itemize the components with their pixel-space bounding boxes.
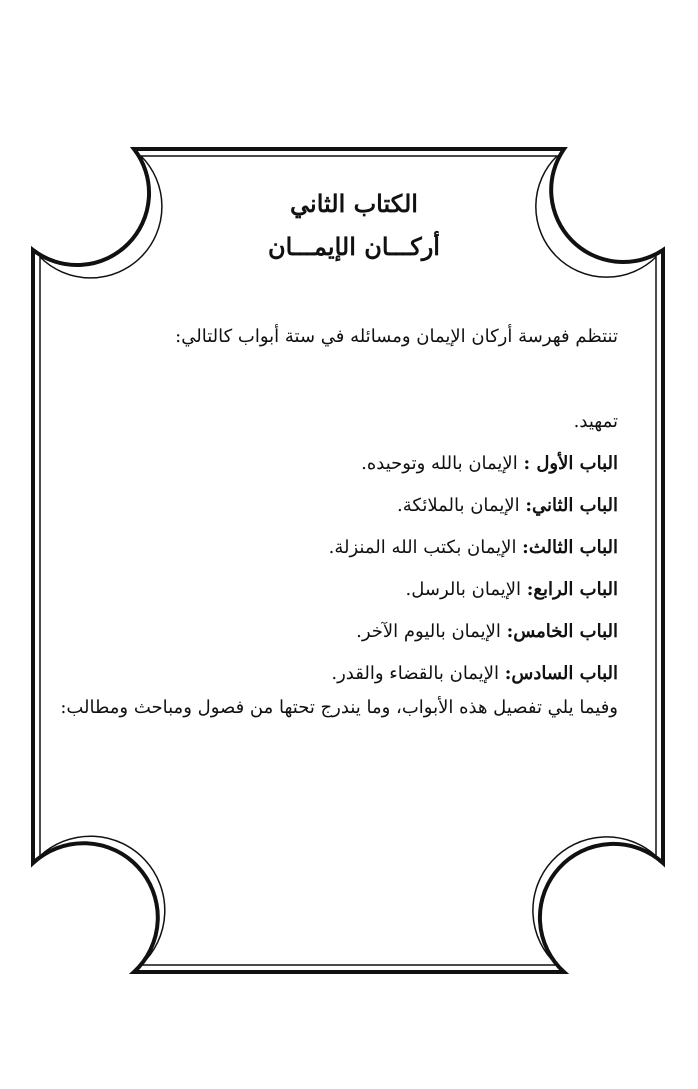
chapter-text: الإيمان باليوم الآخر. bbox=[356, 620, 507, 642]
book-subtitle: أركـــان الإيمـــان bbox=[268, 231, 440, 261]
chapter-text: الإيمان بالله وتوحيده. bbox=[361, 452, 524, 474]
chapter-label: الباب الثاني: bbox=[525, 494, 618, 516]
chapter-list bbox=[90, 401, 618, 695]
chapter-label: الباب الثالث: bbox=[522, 536, 618, 558]
chapter-text: الإيمان بالقضاء والقدر. bbox=[331, 662, 505, 684]
intro-paragraph: تنتظم فهرسة أركان الإيمان ومسائله في ستة أبواب كالتالي: bbox=[175, 325, 618, 347]
chapter-line bbox=[90, 443, 618, 485]
chapter-text: الإيمان بالملائكة. bbox=[397, 494, 526, 516]
chapter-label: الباب الخامس: bbox=[506, 620, 618, 642]
chapter-text: الإيمان بالرسل. bbox=[405, 578, 527, 600]
chapter-label: الباب السادس: bbox=[504, 662, 618, 684]
chapter-line bbox=[90, 485, 618, 527]
closing-paragraph: وفيما يلي تفصيل هذه الأبواب، وما يندرج تحتها من فصول ومباحث ومطالب: bbox=[60, 696, 618, 718]
chapter-line bbox=[90, 569, 618, 611]
page-content bbox=[60, 180, 618, 738]
chapter-label: الباب الرابع: bbox=[526, 578, 618, 600]
chapter-text: الإيمان بكتب الله المنزلة. bbox=[328, 536, 523, 558]
chapter-line bbox=[90, 527, 618, 569]
chapter-line bbox=[90, 653, 618, 695]
chapter-line bbox=[90, 611, 618, 653]
preface-line: تمهيد. bbox=[573, 410, 618, 432]
chapter-label: الباب الأول : bbox=[523, 452, 618, 474]
book-title: الكتاب الثاني bbox=[290, 189, 418, 218]
